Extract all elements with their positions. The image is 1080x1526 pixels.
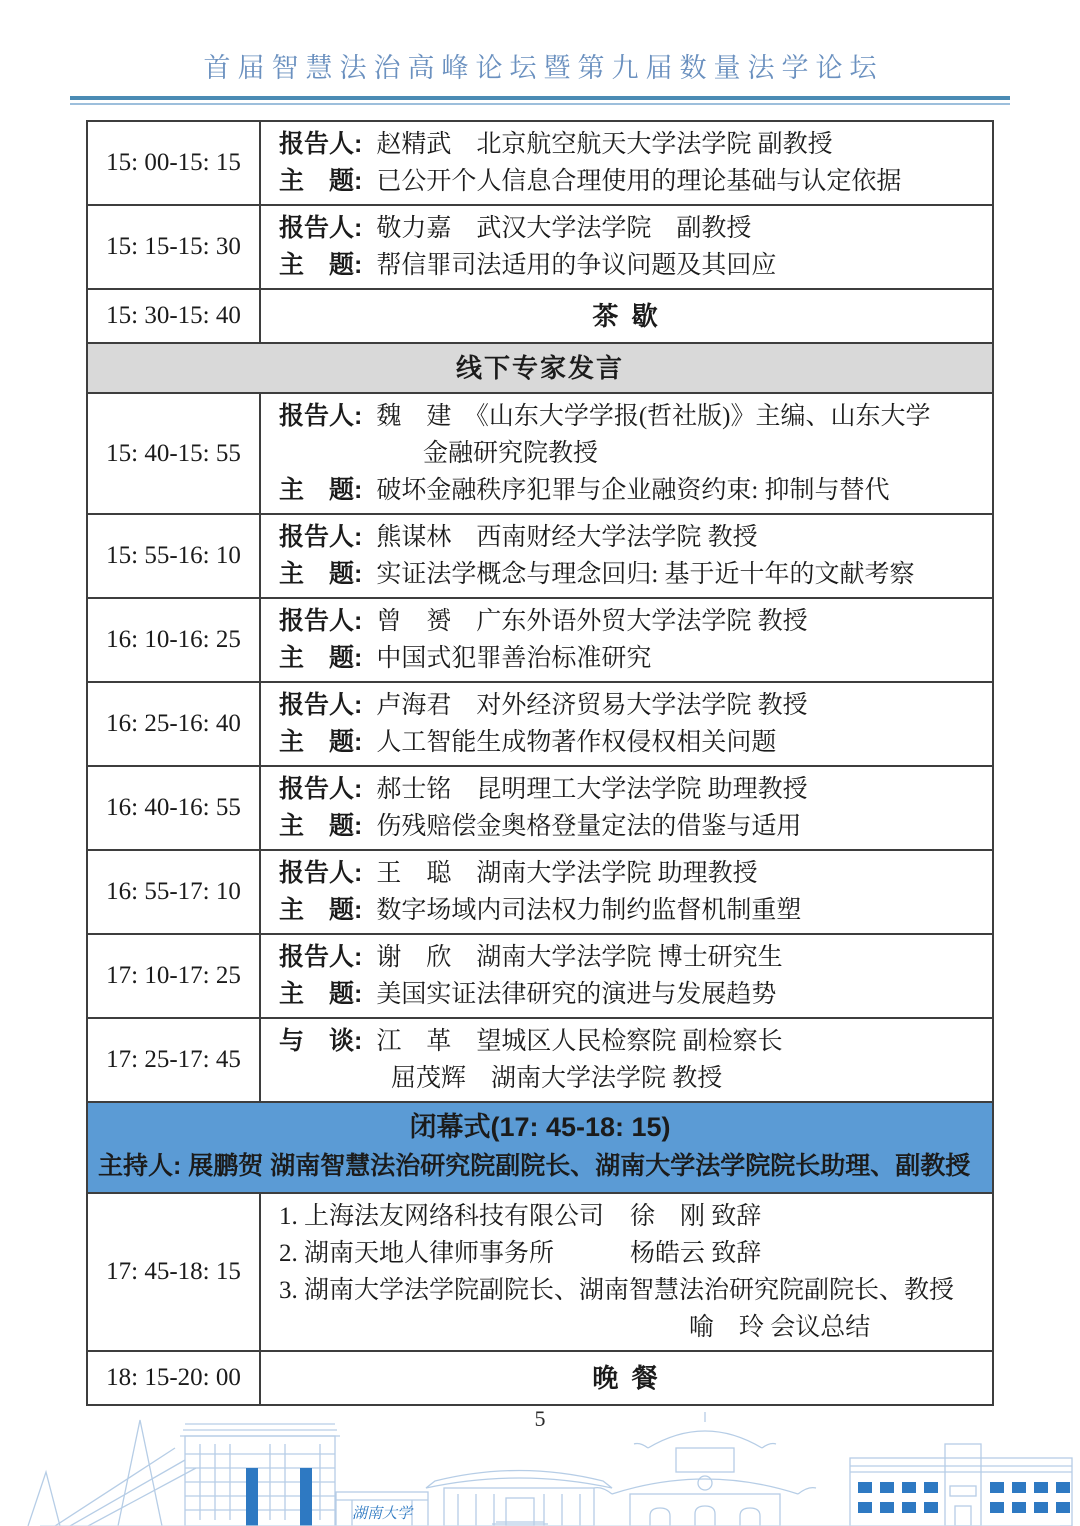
hunan-university-sign-text: 湖南大学 xyxy=(351,1506,413,1522)
line-text: 郝士铭 昆明理工大学法学院 助理教授 xyxy=(376,776,808,803)
schedule-row xyxy=(87,682,993,766)
line-text: 敬力嘉 武汉大学法学院 副教授 xyxy=(376,215,752,242)
line-text: 江 革 望城区人民检察院 副检察长 xyxy=(376,1028,783,1055)
break-cell xyxy=(260,289,993,343)
session-cell xyxy=(260,934,993,1018)
session-cell xyxy=(260,514,993,598)
line-text: 王 聪 湖南大学法学院 助理教授 xyxy=(376,860,758,887)
session-line xyxy=(279,1198,992,1235)
time-slot: 15: 00-15: 15 xyxy=(87,121,260,205)
session-line xyxy=(279,1235,992,1272)
time-slot: 16: 25-16: 40 xyxy=(87,682,260,766)
time-slot: 16: 10-16: 25 xyxy=(87,598,260,682)
page-title: 首届智慧法治高峰论坛暨第九届数量法学论坛 xyxy=(203,53,884,83)
closing-ceremony-title: 闭幕式(17: 45-18: 15) xyxy=(409,1112,671,1142)
line-label: 报告人: xyxy=(279,130,363,158)
schedule-row xyxy=(87,205,993,289)
session-line xyxy=(279,519,992,556)
session-cell xyxy=(260,682,993,766)
line-label: 主 题: xyxy=(279,728,363,756)
closing-banner xyxy=(87,1102,993,1193)
session-line xyxy=(279,603,992,640)
line-text: 伤残赔偿金奥格登量定法的借鉴与适用 xyxy=(376,813,802,840)
schedule-row xyxy=(87,289,993,343)
session-line xyxy=(279,398,992,435)
blue-pillar xyxy=(300,1468,312,1526)
session-line xyxy=(279,556,992,593)
schedule-row xyxy=(87,766,993,850)
line-label: 与 谈: xyxy=(279,1027,363,1055)
line-label: 主 题: xyxy=(279,476,363,504)
line-text: 3. 湖南大学法学院副院长、湖南智慧法治研究院副院长、教授 xyxy=(279,1277,955,1304)
closing-item-person: 杨皓云 致辞 xyxy=(630,1240,762,1267)
line-label: 主 题: xyxy=(279,980,363,1008)
line-text: 中国式犯罪善治标准研究 xyxy=(376,645,652,672)
session-line xyxy=(279,976,992,1013)
time-slot: 15: 15-15: 30 xyxy=(87,205,260,289)
closing-item-org: 1. 上海法友网络科技有限公司 xyxy=(279,1203,605,1230)
schedule-row xyxy=(87,121,993,205)
session-cell xyxy=(260,598,993,682)
session-cell xyxy=(260,1193,993,1351)
session-line xyxy=(279,126,992,163)
time-slot: 15: 40-15: 55 xyxy=(87,393,260,514)
line-label: 报告人: xyxy=(279,691,363,719)
session-line xyxy=(279,1309,992,1346)
schedule-row xyxy=(87,1193,993,1351)
schedule-row xyxy=(87,514,993,598)
schedule-table-body xyxy=(87,121,993,1405)
section-banner xyxy=(87,343,993,393)
schedule-row xyxy=(87,393,993,514)
schedule-row xyxy=(87,1351,993,1405)
session-cell xyxy=(260,766,993,850)
line-text: 数字场域内司法权力制约监督机制重塑 xyxy=(376,897,802,924)
section-banner-label: 线下专家发言 xyxy=(455,353,624,383)
session-line xyxy=(279,247,992,284)
closing-host-line: 主持人: 展鹏贺 湖南智慧法治研究院副院长、湖南大学法学院院长助理、副教授 xyxy=(98,1152,971,1180)
section-banner-row xyxy=(87,1102,993,1193)
session-cell xyxy=(260,393,993,514)
line-label: 主 题: xyxy=(279,812,363,840)
blue-pillar xyxy=(246,1468,258,1526)
session-cell xyxy=(260,121,993,205)
line-text: 喻 玲 会议总结 xyxy=(689,1314,871,1341)
session-line xyxy=(279,1060,992,1097)
session-line xyxy=(279,687,992,724)
line-label: 报告人: xyxy=(279,402,363,430)
line-text: 卢海君 对外经济贸易大学法学院 教授 xyxy=(376,692,808,719)
line-label: 报告人: xyxy=(279,775,363,803)
session-line xyxy=(279,892,992,929)
line-text: 屈茂辉 湖南大学法学院 教授 xyxy=(391,1065,723,1092)
time-slot: 16: 40-16: 55 xyxy=(87,766,260,850)
line-label: 主 题: xyxy=(279,167,363,195)
session-line xyxy=(279,1023,992,1060)
session-line xyxy=(279,724,992,761)
line-text: 帮信罪司法适用的争议问题及其回应 xyxy=(376,252,777,279)
line-label: 报告人: xyxy=(279,214,363,242)
session-line xyxy=(279,210,992,247)
closing-item-org: 2. 湖南天地人律师事务所 xyxy=(279,1240,555,1267)
break-label: 晚 餐 xyxy=(592,1363,661,1393)
session-line xyxy=(279,163,992,200)
line-text: 人工智能生成物著作权侵权相关问题 xyxy=(376,729,777,756)
line-label: 主 题: xyxy=(279,560,363,588)
line-text: 熊谋林 西南财经大学法学院 教授 xyxy=(376,524,758,551)
session-cell xyxy=(260,1018,993,1102)
line-text: 美国实证法律研究的演进与发展趋势 xyxy=(376,981,777,1008)
line-label: 主 题: xyxy=(279,251,363,279)
line-label: 报告人: xyxy=(279,943,363,971)
line-text: 赵精武 北京航空航天大学法学院 副教授 xyxy=(376,131,833,158)
session-line xyxy=(279,1272,992,1309)
session-line xyxy=(279,435,992,472)
header-divider-bottom-line xyxy=(70,103,1010,105)
line-text: 金融研究院教授 xyxy=(423,440,599,467)
section-banner-row xyxy=(87,343,993,393)
session-line xyxy=(279,855,992,892)
page-header xyxy=(0,0,1080,105)
right-building-illustration xyxy=(850,1444,1072,1526)
schedule-row xyxy=(87,850,993,934)
time-slot: 15: 30-15: 40 xyxy=(87,289,260,343)
hall-illustration xyxy=(426,1471,612,1526)
break-cell xyxy=(260,1351,993,1405)
schedule-table xyxy=(86,120,994,1406)
line-label: 主 题: xyxy=(279,896,363,924)
time-slot: 17: 25-17: 45 xyxy=(87,1018,260,1102)
schedule-row xyxy=(87,934,993,1018)
line-text: 曾 赟 广东外语外贸大学法学院 教授 xyxy=(376,608,808,635)
session-line xyxy=(279,771,992,808)
time-slot: 18: 15-20: 00 xyxy=(87,1351,260,1405)
line-text: 谢 欣 湖南大学法学院 博士研究生 xyxy=(376,944,783,971)
schedule-row xyxy=(87,598,993,682)
header-divider xyxy=(70,96,1010,105)
university-gate-sign xyxy=(336,1492,428,1526)
session-line xyxy=(279,640,992,677)
break-label: 茶 歇 xyxy=(592,301,661,331)
session-line xyxy=(279,472,992,509)
time-slot: 17: 45-18: 15 xyxy=(87,1193,260,1351)
schedule-row xyxy=(87,1018,993,1102)
line-text: 已公开个人信息合理使用的理论基础与认定依据 xyxy=(376,168,902,195)
blue-windows xyxy=(858,1482,1070,1513)
line-label: 报告人: xyxy=(279,859,363,887)
line-text: 实证法学概念与理念回归: 基于近十年的文献考察 xyxy=(376,561,915,588)
session-cell xyxy=(260,850,993,934)
time-slot: 17: 10-17: 25 xyxy=(87,934,260,1018)
line-label: 主 题: xyxy=(279,644,363,672)
line-text: 破坏金融秩序犯罪与企业融资约束: 抑制与替代 xyxy=(376,477,890,504)
line-label: 报告人: xyxy=(279,607,363,635)
session-cell xyxy=(260,205,993,289)
page-number: 5 xyxy=(534,1406,546,1431)
line-label: 报告人: xyxy=(279,523,363,551)
line-text: 魏 建 《山东大学学报(哲社版)》主编、山东大学 xyxy=(376,403,931,430)
time-slot: 16: 55-17: 10 xyxy=(87,850,260,934)
time-slot: 15: 55-16: 10 xyxy=(87,514,260,598)
closing-item-person: 徐 刚 致辞 xyxy=(630,1203,762,1230)
session-line xyxy=(279,808,992,845)
session-line xyxy=(279,939,992,976)
left-building-illustration xyxy=(28,1420,340,1526)
